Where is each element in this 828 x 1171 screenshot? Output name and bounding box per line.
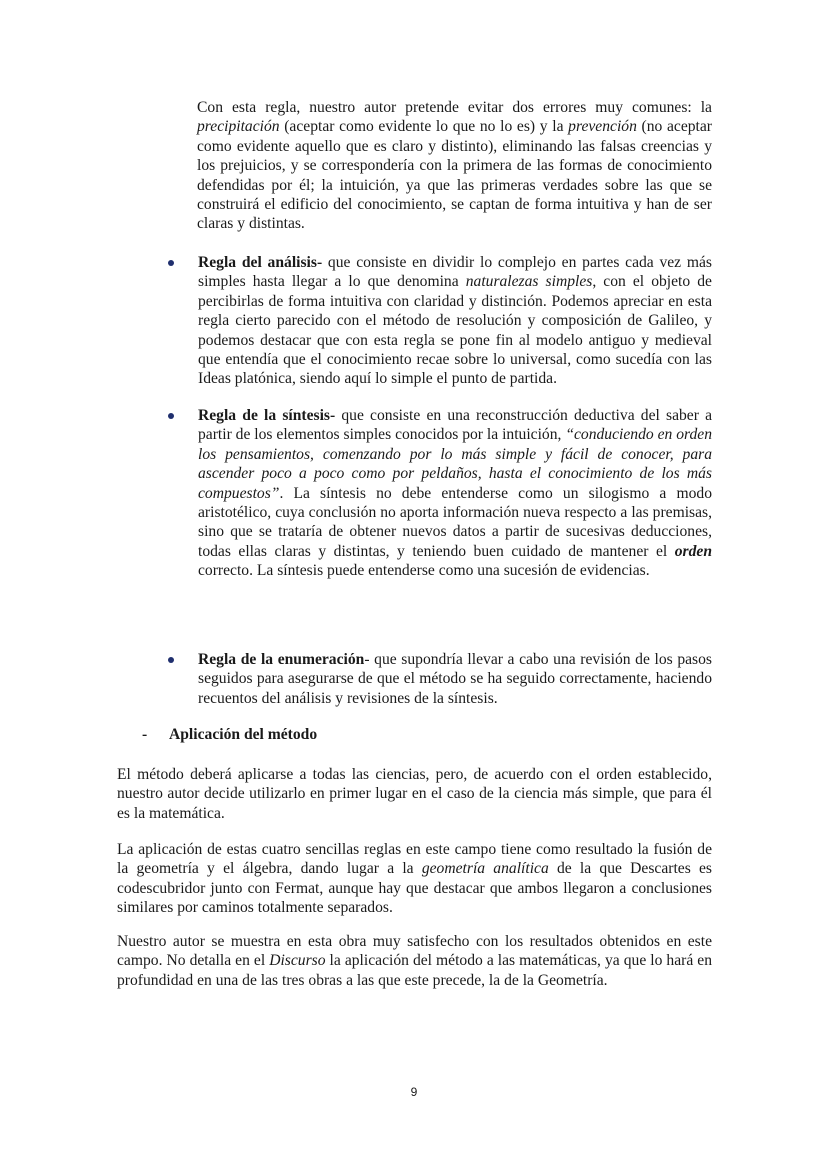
body-paragraph-2	[117, 840, 716, 918]
intro-paragraph	[197, 98, 716, 234]
rule-synthesis-text	[198, 406, 716, 581]
body-p2-text-2: de la que Descartes es codescubridor junto con Fermat, aunque hay que destacar que ambos llegaron a conclusiones similares por caminos totalmente separados.	[117, 860, 716, 917]
rule-enumeration-text-1: - que supondría llevar a cabo una revisión de los pasos seguidos para asegurarse de que el método se ha seguido correctamente, haciendo recuentos del análisis y revisiones de la síntesis.	[198, 651, 716, 707]
rule-analysis-text-2: , con el objeto de percibirlas de forma intuitiva con claridad y distinción. Podemos apreciar en esta regla cierto parecido con el método de resolución y composición de Galileo, y podemos destacar que con esta regla se pone fin al modelo antiguo y medieval que entendía que el conocimiento recae sobre lo universal, como sucedía con las Ideas platónica, siendo aquí lo simple el punto de partida.	[198, 273, 716, 388]
intro-text-2: (aceptar como evidente lo que no lo es) y la	[279, 118, 569, 136]
rule-synthesis-emphasis: orden	[674, 542, 712, 560]
section-dash: -	[142, 726, 148, 743]
body-paragraph-3	[117, 932, 716, 990]
body-p2-text-1: La aplicación de estas cuatro sencillas reglas en este campo tiene como resultado la fusión de la geometría y el álgebra, dando lugar a la	[117, 841, 716, 878]
bullet-dot-icon	[168, 413, 174, 419]
intro-text-3: (no aceptar como evidente aquello que es claro y distinto), eliminando las falsas creencias y los prejuicios, y se correspondería con la primera de las formas de conocimiento defendidas por él; la intuición, ya que las primeras verdades sobre las que se construirá el edificio del conocimiento, se captan de forma intuitiva y han de ser claras y distintas.	[197, 118, 716, 233]
rule-analysis-text-1: que consiste en dividir lo complejo en partes cada vez más simples hasta llegar a lo que denomina	[198, 254, 716, 291]
section-title: Aplicación del método	[169, 726, 318, 743]
rule-analysis-term: naturalezas simples	[465, 273, 593, 291]
rule-enumeration-item	[160, 650, 716, 708]
intro-term-precipitacion: precipitación	[197, 118, 280, 136]
body-p1-text: El método deberá aplicarse a todas las ciencias, pero, de acuerdo con el orden establecido, nuestro autor decide utilizarlo en primer lugar en el caso de la ciencia más simple, que para él es la matemática.	[117, 766, 716, 822]
body-paragraph-1	[117, 765, 716, 823]
rule-synthesis-title: Regla de la síntesis-	[198, 407, 336, 424]
body-p3-text-1: Nuestro autor se muestra en esta obra muy satisfecho con los resultados obtenidos en este campo. No detalla en el	[117, 933, 716, 970]
rule-analysis-text	[198, 253, 716, 389]
rule-analysis-title: Regla del análisis-	[198, 254, 323, 271]
intro-text-1: Con esta regla, nuestro autor pretende evitar dos errores muy comunes: la	[197, 99, 716, 116]
intro-term-prevencion: prevención	[568, 118, 637, 136]
rule-enumeration-title: Regla de la enumeración	[198, 651, 365, 668]
body-p3-term: Discurso	[269, 952, 326, 970]
rule-synthesis-quote: “conduciendo en orden los pensamientos, comenzando por lo más simple y fácil de conocer, para ascender poco a poco como por peldaños, hasta el conocimiento de los más compuestos”	[198, 426, 716, 502]
bullet-dot-icon	[168, 260, 174, 266]
body-p3-text-2: la aplicación del método a las matemáticas, ya que lo hará en profundidad en una de las tres obras a las que este precede, la de la Geometría.	[117, 952, 716, 989]
bullet-dot-icon	[168, 657, 174, 663]
rule-enumeration-text	[198, 650, 716, 708]
section-heading	[142, 725, 317, 744]
rule-synthesis-text-1: que consiste en una reconstrucción deductiva del saber a partir de los elementos simples conocidos por la intuición,	[198, 407, 716, 444]
rule-synthesis-text-3: correcto. La síntesis puede entenderse como una sucesión de evidencias.	[198, 542, 716, 580]
rule-analysis-item	[160, 253, 716, 389]
rule-synthesis-item	[160, 406, 716, 581]
page-number: 9	[410, 1085, 418, 1099]
rule-synthesis-text-2: . La síntesis no debe entenderse como un silogismo a modo aristotélico, cuya conclusión no aporta información nueva respecto a las premisas, sino que se trataría de obtener nuevos datos a partir de sucesivas deducciones, todas ellas claras y distintas, y teniendo buen cuidado de mantener el	[198, 484, 716, 560]
body-p2-term: geometría analítica	[421, 860, 549, 878]
